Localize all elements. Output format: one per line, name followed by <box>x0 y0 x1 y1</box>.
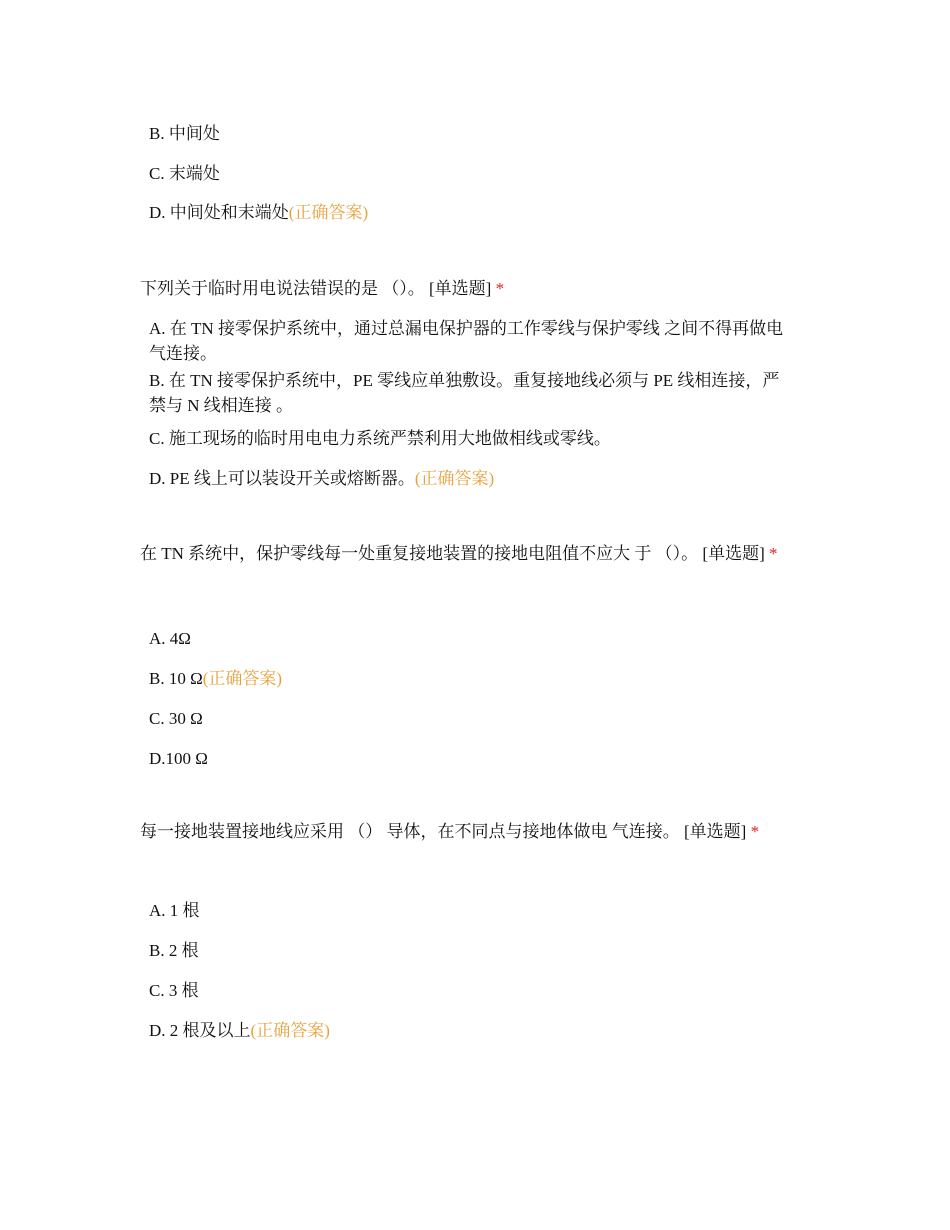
prev-question-option-c <box>149 161 799 186</box>
question-text: 在 TN 系统中，保护零线每一处重复接地装置的接地电阻值不应大 于 （）。 [单选题] <box>140 544 765 563</box>
option-text: A. 在 TN 接零保护系统中，通过总漏电保护器的工作零线与保护零线 之间不得再做电气连接。 <box>149 319 784 363</box>
option-text: D.100 Ω <box>149 749 208 768</box>
correct-answer-tag: (正确答案) <box>414 469 495 488</box>
correct-answer-tag: (正确答案) <box>250 1021 330 1040</box>
option-text: C. 3 根 <box>149 981 199 1000</box>
option-text: A. 1 根 <box>149 901 200 920</box>
question-text: 下列关于临时用电说法错误的是 （）。 [单选题] <box>140 279 492 298</box>
prev-question-option-b <box>149 121 799 146</box>
required-mark: * <box>750 822 760 841</box>
question-2-title <box>140 535 815 573</box>
required-mark: * <box>495 279 505 298</box>
option-text: C. 30 Ω <box>149 709 203 728</box>
prev-question-option-d <box>149 200 799 225</box>
question-2-option-a <box>149 626 799 651</box>
question-1-option-c <box>149 426 799 451</box>
question-3-option-a <box>149 898 799 923</box>
correct-answer-tag: (正确答案) <box>288 203 369 222</box>
question-3-option-d <box>149 1018 799 1043</box>
question-2-option-d <box>149 746 799 771</box>
option-text: D. PE 线上可以装设开关或熔断器。 <box>149 469 415 488</box>
question-1-option-d <box>149 466 799 491</box>
question-2-option-b <box>149 666 799 691</box>
option-text: C. 末端处 <box>149 164 220 183</box>
option-text: C. 施工现场的临时用电电力系统严禁利用大地做相线或零线。 <box>149 429 611 448</box>
question-1-option-b <box>149 368 794 418</box>
question-2-option-c <box>149 706 799 731</box>
question-3-option-b <box>149 938 799 963</box>
option-text: B. 10 Ω <box>149 669 203 688</box>
option-text: B. 在 TN 接零保护系统中，PE 零线应单独敷设。重复接地线必须与 PE 线相连接，严禁与 N 线相连接 。 <box>149 371 780 415</box>
option-text: A. 4Ω <box>149 629 191 648</box>
question-3-title <box>140 816 815 848</box>
required-mark: * <box>768 544 778 563</box>
question-text: 每一接地装置接地线应采用 （） 导体，在不同点与接地体做电 气连接。 [单选题] <box>140 822 747 841</box>
option-text: B. 2 根 <box>149 941 199 960</box>
question-3-option-c <box>149 978 799 1003</box>
option-text: B. 中间处 <box>149 124 220 143</box>
option-text: D. 2 根及以上 <box>149 1021 251 1040</box>
option-text: D. 中间处和末端处 <box>149 203 289 222</box>
question-1-option-a <box>149 316 794 366</box>
correct-answer-tag: (正确答案) <box>202 669 283 688</box>
question-1-title <box>140 270 815 308</box>
